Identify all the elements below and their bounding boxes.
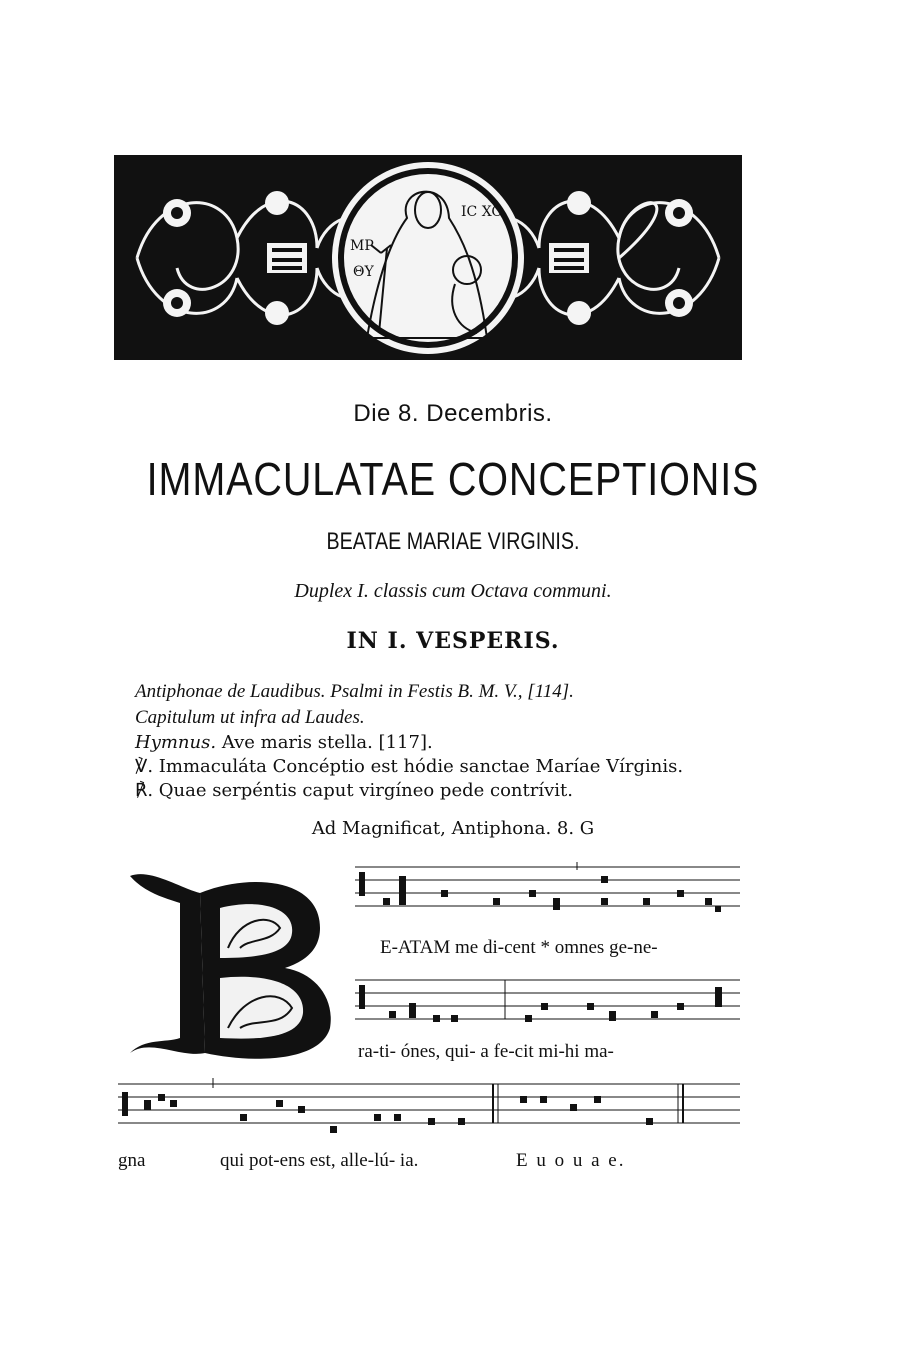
versicle-symbol: ℣. <box>135 756 154 777</box>
lyrics-line-2: ra-ti- ónes, qui- a fe-cit mi-hi ma- <box>358 1041 614 1062</box>
feast-subtitle: BEATAE MARIAE VIRGINIS. <box>326 528 580 555</box>
illuminated-initial <box>120 868 350 1063</box>
monogram-mp: MP <box>350 238 374 254</box>
response-symbol: ℟. <box>135 780 154 801</box>
feast-rank: Duplex I. classis cum Octava communi. <box>294 580 612 602</box>
lyrics-line-1: E-ATAM me di-cent * omnes ge-ne- <box>380 937 658 958</box>
decorative-header-banner <box>114 155 742 360</box>
ornament-illustration <box>117 158 739 357</box>
versicle <box>135 755 683 779</box>
staff-3 <box>118 1078 743 1138</box>
date-heading: Die 8. Decembris. <box>353 400 553 427</box>
versicle-text: Immaculáta Concéptio est hódie sanctae Maríae Vírginis. <box>153 756 684 777</box>
lyrics-line-3a: gna <box>118 1150 146 1171</box>
hymn-text: Ave maris stella. [117]. <box>216 732 433 753</box>
response-text: Quae serpéntis caput virgíneo pede contrívit. <box>153 780 573 801</box>
staff-1 <box>355 862 745 926</box>
antiphon-title: Ad Magnificat, Antiphona. 8. G <box>311 818 595 839</box>
rubric-hymn <box>135 731 433 755</box>
lyrics-line-3c: E u o u a e. <box>516 1150 626 1171</box>
rubric-antiphons <box>135 680 574 704</box>
hymn-label: Hymnus. <box>135 732 217 753</box>
rubric-chapter <box>135 706 365 730</box>
rubric-antiphons-text: Antiphonae de Laudibus. Psalmi in Festis B. M. V., [114]. <box>135 681 574 702</box>
vespers-heading: IN I. VESPERIS. <box>346 628 560 654</box>
monogram-ic-xc: IC XC <box>461 204 503 220</box>
feast-title: IMMACULATAE CONCEPTIONIS <box>146 453 760 505</box>
monogram-theta: ΘY <box>353 264 374 280</box>
lyrics-line-3b: qui pot-ens est, alle-lú- ia. <box>220 1150 419 1171</box>
response <box>135 779 573 803</box>
rubric-chapter-text: Capitulum ut infra ad Laudes. <box>135 707 365 728</box>
staff-2 <box>355 975 745 1039</box>
